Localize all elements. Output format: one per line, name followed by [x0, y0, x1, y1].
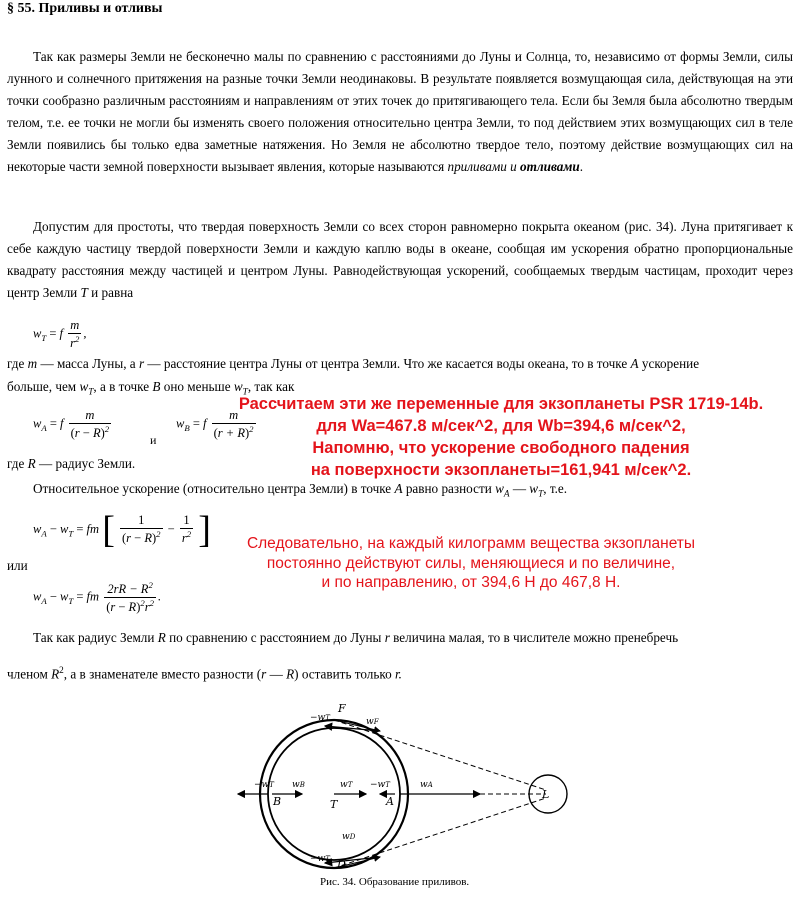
svg-text:wF: wF — [366, 717, 379, 727]
and-word: и — [150, 433, 157, 447]
svg-text:A: A — [386, 795, 394, 808]
svg-text:F: F — [338, 702, 346, 715]
paragraph-2: Допустим для простоты, что твердая поверхность Земли со всех сторон равномерно покрыта океаном (рис. 34). Луна притягивает к себе каждую частицу твердой поверхности Земли и каждую каплю воды в океане, сообщая им ускорения обратно пропорциональные квадрату расстояния между частицей и центром Луны. Равнодействующая ускорений, сообщаемых твердым частицам, проходит через центр Земли T и равна — [7, 219, 793, 300]
svg-text:−wT: −wT — [310, 713, 330, 723]
radius-line: где R — радиус Земли. — [7, 456, 136, 471]
diagram-labels — [254, 702, 549, 871]
formula-wB: $w_B = f$ $\frac{m}{(r + R)^2}$ — [176, 408, 254, 441]
svg-text:−wT: −wT — [370, 780, 390, 790]
formula-difference: $w_A - w_T$ = fm [ $\frac{1}{(r - R)^2}$ − $\frac{1}{r^2}$ ] — [33, 509, 211, 551]
svg-text:L: L — [542, 788, 550, 801]
last-line: членом $R^2$, а в знаменателе вместо разности (r — R) оставить только r. — [7, 665, 402, 682]
svg-text:T: T — [330, 798, 338, 811]
svg-text:wT: wT — [340, 780, 353, 790]
force-arrows — [238, 720, 480, 868]
figure-caption: Рис. 34. Образование приливов. — [320, 876, 470, 888]
or-word: или — [7, 558, 28, 573]
svg-text:wD: wD — [342, 832, 356, 842]
svg-text:−wT: −wT — [254, 780, 274, 790]
svg-text:wB: wB — [292, 780, 305, 790]
formula-approx: $w_A - w_T$ = fm $\frac{2rR - R^2}{(r - R)^2r^2}$ . — [33, 580, 162, 615]
term-tides: приливами — [447, 158, 507, 174]
svg-text:−wT: −wT — [310, 854, 330, 864]
red-note-2: Следовательно, на каждый килограмм вещества экзопланеты постоянно действуют силы, меняющиеся и по величине, и по направлению, от 394,6 Н до 467,8 Н. — [246, 535, 696, 591]
svg-text:B: B — [273, 795, 282, 808]
term-ebbs: отливами — [520, 158, 580, 174]
red-note-1: Рассчитаем эти же переменные для экзопланеты PSR 1719-14b. для Wa=467.8 м/сек^2, для Wb=394,6 м/сек^2, Напомню, что ускорение свободного падения на поверхности экзопланеты=161,941 м/сек^2. — [238, 395, 764, 479]
more-line: больше, чем $w_T$, а в точке B оно меньше $w_T$, так как — [7, 379, 295, 397]
mass-line: где m — масса Луны, а r — расстояние центра Луны от центра Земли. Что же касается воды океана, то в точке A ускорение — [7, 356, 700, 371]
relative-line: Относительное ускорение (относительно центра Земли) в точке A равно разности $w_A$ — $w_T$, т.е. — [33, 481, 568, 499]
svg-text:D: D — [337, 858, 346, 871]
section-heading: § 55. Приливы и отливы — [7, 1, 163, 16]
paragraph-1: Так как размеры Земли не бесконечно малы по сравнению с расстояниями до Луны и Солнца, то, независимо от формы Земли, силы лунного и солнечного притяжения на разные точки Земли неодинаковы. В результате появляется возмущающая сила, действующая на эти точки сообразно различным расстояниям и направлениям от этих точек до притягивающего тела. Если бы Земля была абсолютно твердым телом, т.е. ее точки не могли бы изменять своего положения относительно центра Земли, то под действием этих возмущающих сил в теле Земли появились бы только едва заметные натяжения. Но Земля не абсолютно твердое тело, поэтому действие возмущающих сил на некоторые части земной поверхности вызывает явления, которые называются приливами и отливами. — [7, 49, 793, 174]
formula-wA: $w_A = f$ $\frac{m}{(r - R)^2}$ — [33, 408, 110, 441]
tides-diagram — [230, 698, 580, 873]
svg-text:wA: wA — [420, 780, 433, 790]
formula-wT: $w_T = f$ $\frac{m}{r^2}$ , — [33, 318, 87, 351]
last-paragraph: Так как радиус Земли R по сравнению с расстоянием до Луны r величина малая, то в числителе можно пренебречь — [33, 630, 679, 645]
